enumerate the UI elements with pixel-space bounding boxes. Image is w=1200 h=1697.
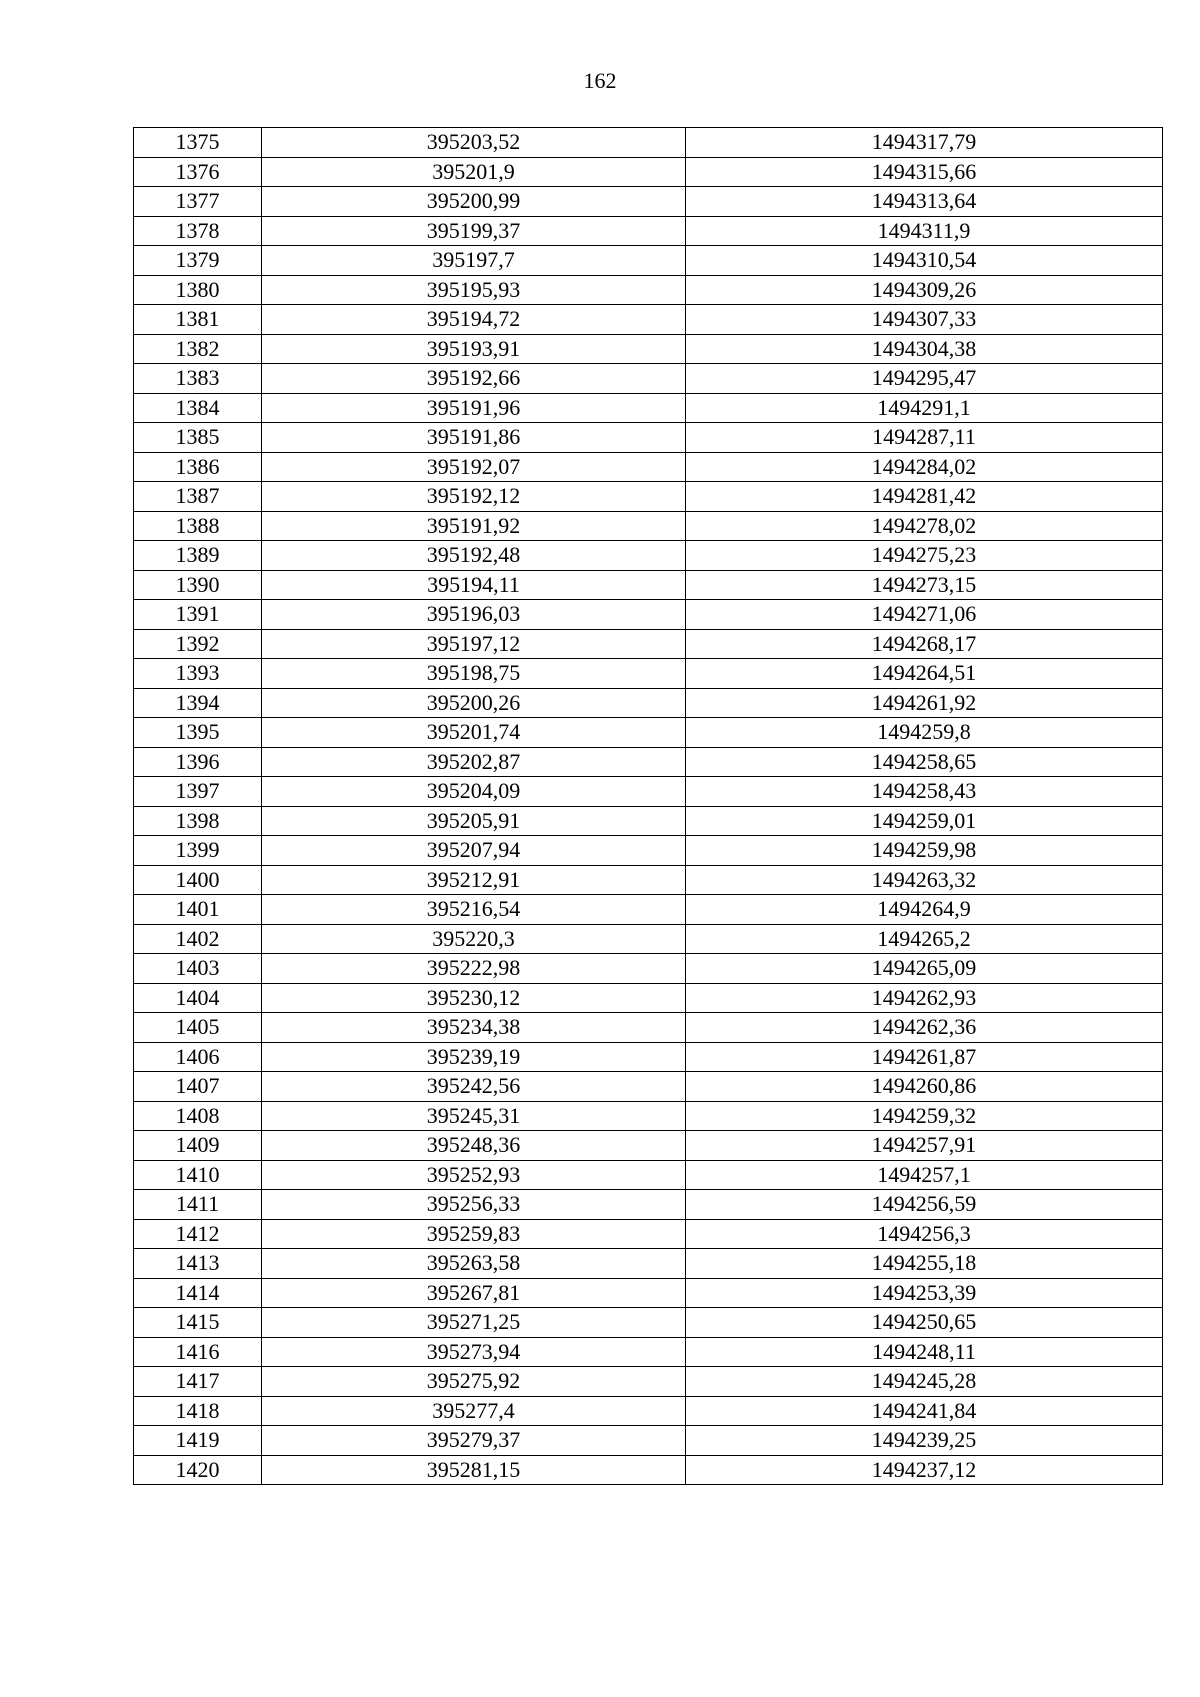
y-coordinate-cell: 1494264,51 (686, 659, 1163, 689)
point-number-cell: 1384 (134, 393, 262, 423)
point-number-cell: 1389 (134, 541, 262, 571)
x-coordinate-cell: 395191,86 (262, 423, 686, 453)
table-row (134, 1337, 1163, 1367)
point-number-cell: 1402 (134, 924, 262, 954)
x-coordinate-cell: 395207,94 (262, 836, 686, 866)
point-number-cell: 1388 (134, 511, 262, 541)
point-number-cell: 1379 (134, 246, 262, 276)
point-number-cell: 1390 (134, 570, 262, 600)
table-row (134, 747, 1163, 777)
x-coordinate-cell: 395273,94 (262, 1337, 686, 1367)
y-coordinate-cell: 1494315,66 (686, 157, 1163, 187)
y-coordinate-cell: 1494311,9 (686, 216, 1163, 246)
x-coordinate-cell: 395192,12 (262, 482, 686, 512)
y-coordinate-cell: 1494307,33 (686, 305, 1163, 335)
table-row (134, 452, 1163, 482)
point-number-cell: 1391 (134, 600, 262, 630)
x-coordinate-cell: 395259,83 (262, 1219, 686, 1249)
table-row (134, 334, 1163, 364)
point-number-cell: 1413 (134, 1249, 262, 1279)
y-coordinate-cell: 1494257,1 (686, 1160, 1163, 1190)
table-row (134, 1131, 1163, 1161)
x-coordinate-cell: 395192,66 (262, 364, 686, 394)
coordinates-table-body (134, 128, 1163, 1485)
x-coordinate-cell: 395275,92 (262, 1367, 686, 1397)
point-number-cell: 1414 (134, 1278, 262, 1308)
point-number-cell: 1420 (134, 1455, 262, 1485)
table-row (134, 1013, 1163, 1043)
table-row (134, 305, 1163, 335)
table-row (134, 1042, 1163, 1072)
point-number-cell: 1400 (134, 865, 262, 895)
table-row (134, 777, 1163, 807)
y-coordinate-cell: 1494253,39 (686, 1278, 1163, 1308)
table-row (134, 1249, 1163, 1279)
table-row (134, 1396, 1163, 1426)
y-coordinate-cell: 1494259,8 (686, 718, 1163, 748)
table-row (134, 1219, 1163, 1249)
y-coordinate-cell: 1494256,3 (686, 1219, 1163, 1249)
y-coordinate-cell: 1494284,02 (686, 452, 1163, 482)
table-row (134, 1278, 1163, 1308)
table-row (134, 216, 1163, 246)
point-number-cell: 1409 (134, 1131, 262, 1161)
x-coordinate-cell: 395239,19 (262, 1042, 686, 1072)
y-coordinate-cell: 1494268,17 (686, 629, 1163, 659)
point-number-cell: 1419 (134, 1426, 262, 1456)
x-coordinate-cell: 395191,96 (262, 393, 686, 423)
x-coordinate-cell: 395197,7 (262, 246, 686, 276)
x-coordinate-cell: 395212,91 (262, 865, 686, 895)
table-row (134, 1160, 1163, 1190)
coordinates-table (133, 127, 1163, 1485)
table-row (134, 246, 1163, 276)
table-row (134, 187, 1163, 217)
point-number-cell: 1375 (134, 128, 262, 158)
table-row (134, 1308, 1163, 1338)
x-coordinate-cell: 395263,58 (262, 1249, 686, 1279)
x-coordinate-cell: 395200,26 (262, 688, 686, 718)
x-coordinate-cell: 395194,11 (262, 570, 686, 600)
y-coordinate-cell: 1494317,79 (686, 128, 1163, 158)
table-row (134, 836, 1163, 866)
table-row (134, 570, 1163, 600)
y-coordinate-cell: 1494275,23 (686, 541, 1163, 571)
point-number-cell: 1397 (134, 777, 262, 807)
table-row (134, 364, 1163, 394)
y-coordinate-cell: 1494259,32 (686, 1101, 1163, 1131)
point-number-cell: 1396 (134, 747, 262, 777)
y-coordinate-cell: 1494262,93 (686, 983, 1163, 1013)
x-coordinate-cell: 395242,56 (262, 1072, 686, 1102)
x-coordinate-cell: 395199,37 (262, 216, 686, 246)
point-number-cell: 1392 (134, 629, 262, 659)
y-coordinate-cell: 1494239,25 (686, 1426, 1163, 1456)
x-coordinate-cell: 395194,72 (262, 305, 686, 335)
x-coordinate-cell: 395271,25 (262, 1308, 686, 1338)
y-coordinate-cell: 1494304,38 (686, 334, 1163, 364)
x-coordinate-cell: 395220,3 (262, 924, 686, 954)
x-coordinate-cell: 395230,12 (262, 983, 686, 1013)
y-coordinate-cell: 1494287,11 (686, 423, 1163, 453)
x-coordinate-cell: 395279,37 (262, 1426, 686, 1456)
x-coordinate-cell: 395201,74 (262, 718, 686, 748)
point-number-cell: 1381 (134, 305, 262, 335)
x-coordinate-cell: 395245,31 (262, 1101, 686, 1131)
table-row (134, 895, 1163, 925)
x-coordinate-cell: 395202,87 (262, 747, 686, 777)
point-number-cell: 1401 (134, 895, 262, 925)
table-row (134, 423, 1163, 453)
x-coordinate-cell: 395256,33 (262, 1190, 686, 1220)
point-number-cell: 1418 (134, 1396, 262, 1426)
y-coordinate-cell: 1494264,9 (686, 895, 1163, 925)
point-number-cell: 1417 (134, 1367, 262, 1397)
point-number-cell: 1411 (134, 1190, 262, 1220)
table-row (134, 1072, 1163, 1102)
y-coordinate-cell: 1494265,2 (686, 924, 1163, 954)
x-coordinate-cell: 395203,52 (262, 128, 686, 158)
table-row (134, 629, 1163, 659)
y-coordinate-cell: 1494278,02 (686, 511, 1163, 541)
y-coordinate-cell: 1494258,43 (686, 777, 1163, 807)
table-row (134, 541, 1163, 571)
point-number-cell: 1404 (134, 983, 262, 1013)
x-coordinate-cell: 395193,91 (262, 334, 686, 364)
x-coordinate-cell: 395204,09 (262, 777, 686, 807)
x-coordinate-cell: 395281,15 (262, 1455, 686, 1485)
y-coordinate-cell: 1494237,12 (686, 1455, 1163, 1485)
y-coordinate-cell: 1494256,59 (686, 1190, 1163, 1220)
table-row (134, 1190, 1163, 1220)
page-number: 162 (583, 68, 617, 93)
y-coordinate-cell: 1494310,54 (686, 246, 1163, 276)
x-coordinate-cell: 395248,36 (262, 1131, 686, 1161)
point-number-cell: 1408 (134, 1101, 262, 1131)
x-coordinate-cell: 395196,03 (262, 600, 686, 630)
y-coordinate-cell: 1494313,64 (686, 187, 1163, 217)
y-coordinate-cell: 1494271,06 (686, 600, 1163, 630)
point-number-cell: 1394 (134, 688, 262, 718)
table-row (134, 954, 1163, 984)
x-coordinate-cell: 395192,48 (262, 541, 686, 571)
point-number-cell: 1416 (134, 1337, 262, 1367)
x-coordinate-cell: 395234,38 (262, 1013, 686, 1043)
point-number-cell: 1395 (134, 718, 262, 748)
point-number-cell: 1387 (134, 482, 262, 512)
y-coordinate-cell: 1494250,65 (686, 1308, 1163, 1338)
point-number-cell: 1383 (134, 364, 262, 394)
point-number-cell: 1393 (134, 659, 262, 689)
x-coordinate-cell: 395200,99 (262, 187, 686, 217)
table-row (134, 688, 1163, 718)
x-coordinate-cell: 395277,4 (262, 1396, 686, 1426)
y-coordinate-cell: 1494257,91 (686, 1131, 1163, 1161)
point-number-cell: 1398 (134, 806, 262, 836)
point-number-cell: 1382 (134, 334, 262, 364)
y-coordinate-cell: 1494281,42 (686, 482, 1163, 512)
point-number-cell: 1385 (134, 423, 262, 453)
point-number-cell: 1377 (134, 187, 262, 217)
table-row (134, 865, 1163, 895)
y-coordinate-cell: 1494241,84 (686, 1396, 1163, 1426)
table-row (134, 1455, 1163, 1485)
y-coordinate-cell: 1494260,86 (686, 1072, 1163, 1102)
x-coordinate-cell: 395197,12 (262, 629, 686, 659)
point-number-cell: 1415 (134, 1308, 262, 1338)
y-coordinate-cell: 1494263,32 (686, 865, 1163, 895)
y-coordinate-cell: 1494295,47 (686, 364, 1163, 394)
table-row (134, 393, 1163, 423)
x-coordinate-cell: 395191,92 (262, 511, 686, 541)
y-coordinate-cell: 1494261,92 (686, 688, 1163, 718)
x-coordinate-cell: 395222,98 (262, 954, 686, 984)
y-coordinate-cell: 1494262,36 (686, 1013, 1163, 1043)
y-coordinate-cell: 1494255,18 (686, 1249, 1163, 1279)
table-row (134, 983, 1163, 1013)
table-row (134, 1367, 1163, 1397)
x-coordinate-cell: 395267,81 (262, 1278, 686, 1308)
y-coordinate-cell: 1494258,65 (686, 747, 1163, 777)
table-row (134, 482, 1163, 512)
point-number-cell: 1412 (134, 1219, 262, 1249)
point-number-cell: 1378 (134, 216, 262, 246)
point-number-cell: 1376 (134, 157, 262, 187)
y-coordinate-cell: 1494261,87 (686, 1042, 1163, 1072)
x-coordinate-cell: 395201,9 (262, 157, 686, 187)
y-coordinate-cell: 1494248,11 (686, 1337, 1163, 1367)
x-coordinate-cell: 395195,93 (262, 275, 686, 305)
point-number-cell: 1380 (134, 275, 262, 305)
point-number-cell: 1405 (134, 1013, 262, 1043)
table-row (134, 1426, 1163, 1456)
table-row (134, 806, 1163, 836)
point-number-cell: 1386 (134, 452, 262, 482)
table-row (134, 157, 1163, 187)
x-coordinate-cell: 395205,91 (262, 806, 686, 836)
y-coordinate-cell: 1494259,98 (686, 836, 1163, 866)
point-number-cell: 1410 (134, 1160, 262, 1190)
y-coordinate-cell: 1494273,15 (686, 570, 1163, 600)
table-row (134, 659, 1163, 689)
x-coordinate-cell: 395252,93 (262, 1160, 686, 1190)
y-coordinate-cell: 1494291,1 (686, 393, 1163, 423)
table-row (134, 128, 1163, 158)
table-row (134, 275, 1163, 305)
point-number-cell: 1399 (134, 836, 262, 866)
y-coordinate-cell: 1494265,09 (686, 954, 1163, 984)
point-number-cell: 1403 (134, 954, 262, 984)
x-coordinate-cell: 395216,54 (262, 895, 686, 925)
y-coordinate-cell: 1494309,26 (686, 275, 1163, 305)
table-row (134, 718, 1163, 748)
table-row (134, 600, 1163, 630)
table-row (134, 511, 1163, 541)
table-row (134, 1101, 1163, 1131)
x-coordinate-cell: 395192,07 (262, 452, 686, 482)
x-coordinate-cell: 395198,75 (262, 659, 686, 689)
y-coordinate-cell: 1494245,28 (686, 1367, 1163, 1397)
point-number-cell: 1406 (134, 1042, 262, 1072)
y-coordinate-cell: 1494259,01 (686, 806, 1163, 836)
point-number-cell: 1407 (134, 1072, 262, 1102)
table-row (134, 924, 1163, 954)
